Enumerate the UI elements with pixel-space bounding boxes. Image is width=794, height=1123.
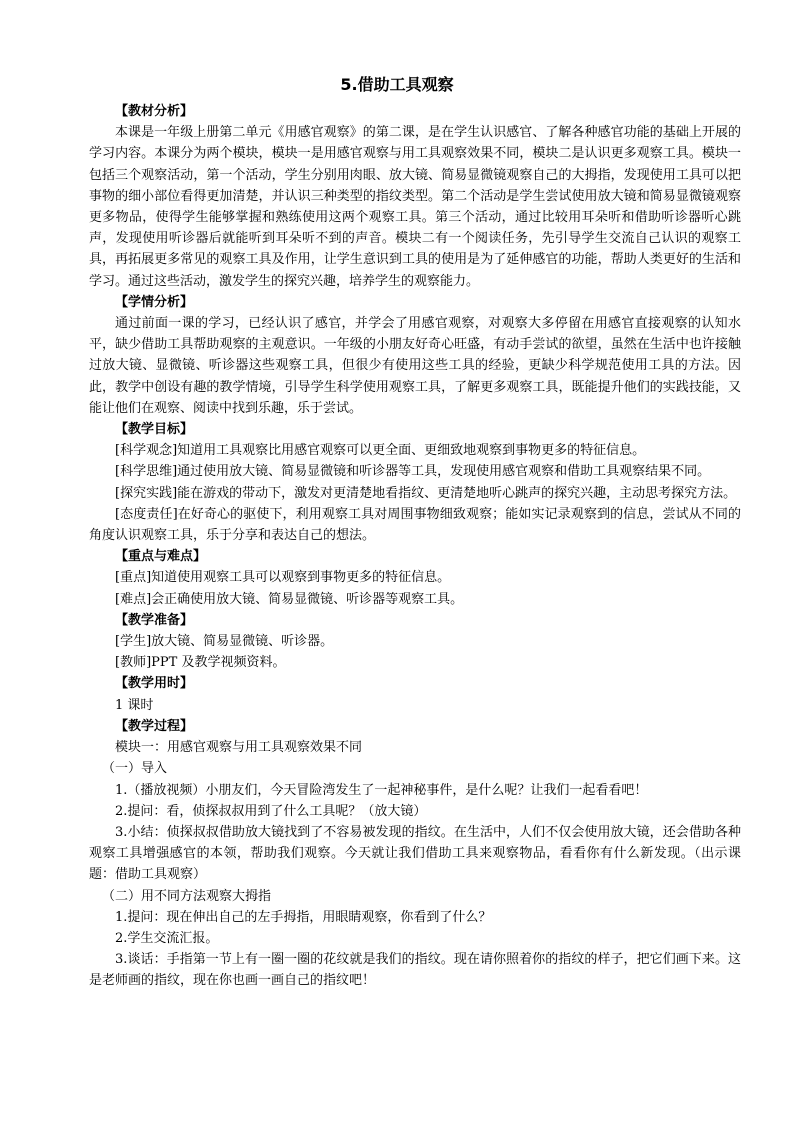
section-heading: 【学情分析】 (115, 294, 194, 310)
section-heading: 【教学用时】 (115, 676, 194, 692)
paragraph: 通过前面一课的学习，已经认识了感官，并学会了用感官观察，对观察大多停留在用感官直接观察的认知水平，缺少借助工具帮助观察的主观意识。一年级的小朋友好奇心旺盛，有动手尝试的欲望，虽然在生活中也许接触过放大镜、显微镜、听诊器这些观察工具，但很少有使用这些工具的经验，更缺少科学规范使用工具的方法。因此，教学中创设有趣的教学情境，引导学生科学使用观察工具，了解更多观察工具，既能提升他们的实践技能，又能让他们在观察、阅读中找到乐趣，乐于尝试。 (89, 316, 741, 416)
paragraph: [态度责任]在好奇心的驱使下，利用观察工具对周围事物细致观察；能如实记录观察到的信息，尝试从不同的角度认识观察工具，乐于分享和表达自己的想法。 (89, 506, 741, 544)
paragraph: 模块一：用感官观察与用工具观察效果不同 (115, 740, 363, 756)
section-heading: 【教材分析】 (115, 104, 194, 119)
paragraph: 1 课时 (115, 697, 154, 713)
section-heading: 【教学准备】 (115, 612, 194, 628)
section-heading: 【重点与难点】 (115, 549, 207, 565)
document-body (89, 101, 741, 992)
paragraph: 2.学生交流汇报。 (115, 930, 219, 946)
paragraph: 1.提问：现在伸出自己的左手拇指，用眼睛观察，你看到了什么？ (115, 909, 492, 925)
paragraph: 3.小结：侦探叔叔借助放大镜找到了不容易被发现的指纹。在生活中，人们不仅会使用放大镜，还会借助各种观察工具增强感官的本领，帮助我们观察。今天就让我们借助工具来观察物品，看看你有什么新发现。（出示课题：借助工具观察） (89, 824, 741, 883)
paragraph: [重点]知道使用观察工具可以观察到事物更多的特征信息。 (115, 570, 451, 586)
paragraph: [学生]放大镜、简易显微镜、听诊器。 (115, 634, 334, 650)
paragraph: 3.谈话：手指第一节上有一圈一圈的花纹就是我们的指纹。现在请你照着你的指纹的样子，把它们画下来。这是老师画的指纹，现在你也画一画自己的指纹吧！ (89, 952, 741, 989)
paragraph: [科学观念]知道用工具观察比用感官观察可以更全面、更细致地观察到事物更多的特征信息。 (115, 443, 646, 459)
paragraph: [探究实践]能在游戏的带动下，激发对更清楚地看指纹、更清楚地听心跳声的探究兴趣，主动思考探究方法。 (115, 485, 737, 501)
document-title: 5.借助工具观察 (340, 75, 454, 94)
paragraph: 本课是一年级上册第二单元《用感官观察》的第二课，是在学生认识感官、了解各种感官功能的基础上开展的学习内容。本课分为两个模块，模块一是用感官观察与用工具观察效果不同，模块二是认识更多观察工具。模块一包括三个观察活动，第一个活动，学生分别用肉眼、放大镜、简易显微镜观察自己的大拇指，发现使用工具可以把事物的细小部位看得更加清楚，并认识三种类型的指纹类型。第二个活动是学生尝试使用放大镜和简易显微镜观察更多物品，使得学生能够掌握和熟练使用这两个观察工具。第三个活动，通过比较用耳朵听和借助听诊器听心跳声，发现使用听诊器后就能听到耳朵听不到的声音。模块二有一个阅读任务，先引导学生交流自己认识的观察工具，再拓展更多常见的观察工具及作用，让学生意识到工具的使用是为了延伸感官的功能，帮助人类更好的生活和学习。通过这些活动，激发学生的探究兴趣，培养学生的观察能力。 (89, 125, 741, 289)
subsection-heading: （一）导入 (102, 761, 168, 777)
paragraph: [科学思维]通过使用放大镜、简易显微镜和听诊器等工具，发现使用感官观察和借助工具观察结果不同。 (115, 464, 711, 480)
paragraph: [难点]会正确使用放大镜、简易显微镜、听诊器等观察工具。 (115, 591, 464, 607)
paragraph: 1.（播放视频）小朋友们，今天冒险湾发生了一起神秘事件，是什么呢？让我们一起看看吧！ (115, 782, 648, 798)
paragraph: 2.提问：看，侦探叔叔用到了什么工具呢？（放大镜） (115, 803, 427, 819)
paragraph: [教师]PPT 及教学视频资料。 (115, 655, 286, 671)
section-heading: 【教学目标】 (115, 422, 194, 438)
section-heading: 【教学过程】 (115, 718, 194, 734)
subsection-heading: （二）用不同方法观察大拇指 (102, 888, 272, 904)
